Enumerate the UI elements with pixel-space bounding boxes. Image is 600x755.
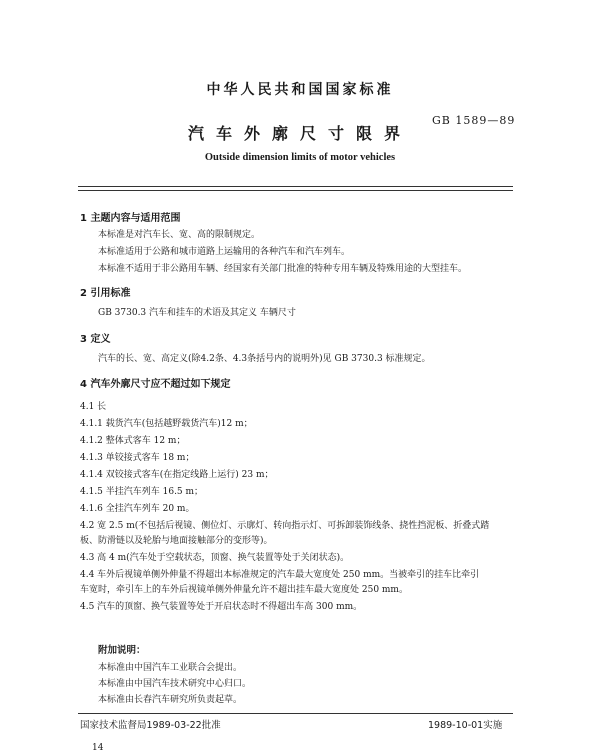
page-number: 14 bbox=[92, 743, 104, 753]
section-4-item: 4.1.5 半挂汽车列车 16.5 m； bbox=[80, 487, 204, 497]
section-1-line: 本标准不适用于非公路用车辆、经国家有关部门批准的特种专用车辆及特殊用途的大型挂车。 bbox=[98, 264, 468, 274]
section-4-item: 4.1 长 bbox=[80, 402, 107, 412]
section-2-line: GB 3730.3 汽车和挂车的术语及其定义 车辆尺寸 bbox=[98, 308, 296, 318]
section-4-item: 4.1.3 单铰接式客车 18 m； bbox=[80, 453, 195, 463]
notes-line: 本标准由中国汽车技术研究中心归口。 bbox=[98, 679, 252, 689]
section-1-line: 本标准是对汽车长、宽、高的限制规定。 bbox=[98, 230, 261, 240]
section-1-heading: 1 主题内容与适用范围 bbox=[80, 213, 181, 224]
document-title-en: Outside dimension limits of motor vehicles bbox=[204, 152, 396, 163]
notes-line: 本标准由长春汽车研究所负责起草。 bbox=[98, 695, 243, 705]
header-divider-top bbox=[78, 186, 513, 187]
section-4-item: 4.5 汽车的顶窗、换气装置等处于开启状态时不得超出车高 300 mm。 bbox=[80, 602, 363, 612]
implementation-date: 1989-10-01实施 bbox=[428, 720, 503, 731]
notes-line: 本标准由中国汽车工业联合会提出。 bbox=[98, 663, 243, 673]
section-4-item: 板、防滑链以及轮胎与地面接触部分的变形等)。 bbox=[80, 536, 273, 546]
section-4-item: 4.4 车外后视镜单侧外伸量不得超出本标准规定的汽车最大宽度处 250 mm。当被牵引的挂车比牵引 bbox=[80, 570, 480, 580]
section-3-line: 汽车的长、宽、高定义(除4.2条、4.3条括号内的说明外)见 GB 3730.3 标准规定。 bbox=[98, 354, 431, 364]
section-2-heading: 2 引用标准 bbox=[80, 288, 131, 299]
section-4-item: 4.1.1 载货汽车(包括越野载货汽车)12 m； bbox=[80, 419, 253, 429]
notes-heading: 附加说明： bbox=[98, 645, 146, 656]
section-4-item: 4.3 高 4 m(汽车处于空载状态，顶窗、换气装置等处于关闭状态)。 bbox=[80, 553, 350, 563]
section-4-item: 4.1.2 整体式客车 12 m； bbox=[80, 436, 186, 446]
section-4-item: 4.1.6 全挂汽车列车 20 m。 bbox=[80, 504, 195, 514]
footer-divider bbox=[78, 713, 513, 714]
section-4-item: 4.1.4 双铰接式客车(在指定线路上运行) 23 m； bbox=[80, 470, 274, 480]
approval-date: 国家技术监督局1989-03-22批准 bbox=[80, 720, 221, 731]
document-title-cn: 汽车外廓尺寸限界 bbox=[187, 124, 412, 143]
section-4-item: 4.2 宽 2.5 m(不包括后视镜、侧位灯、示廓灯、转向指示灯、可拆卸装饰线条、挠性挡泥板、折叠式踏 bbox=[80, 521, 490, 531]
section-4-heading: 4 汽车外廓尺寸应不超过如下规定 bbox=[80, 379, 231, 390]
standard-code: GB 1589—89 bbox=[432, 114, 516, 127]
section-3-heading: 3 定义 bbox=[80, 334, 111, 345]
national-standard-label: 中华人民共和国国家标准 bbox=[206, 82, 394, 98]
section-1-line: 本标准适用于公路和城市道路上运输用的各种汽车和汽车列车。 bbox=[98, 247, 351, 257]
header-divider-bottom bbox=[78, 190, 513, 191]
section-4-item: 车宽时，牵引车上的车外后视镜单侧外伸量允许不超出挂车最大宽度处 250 mm。 bbox=[80, 585, 408, 595]
